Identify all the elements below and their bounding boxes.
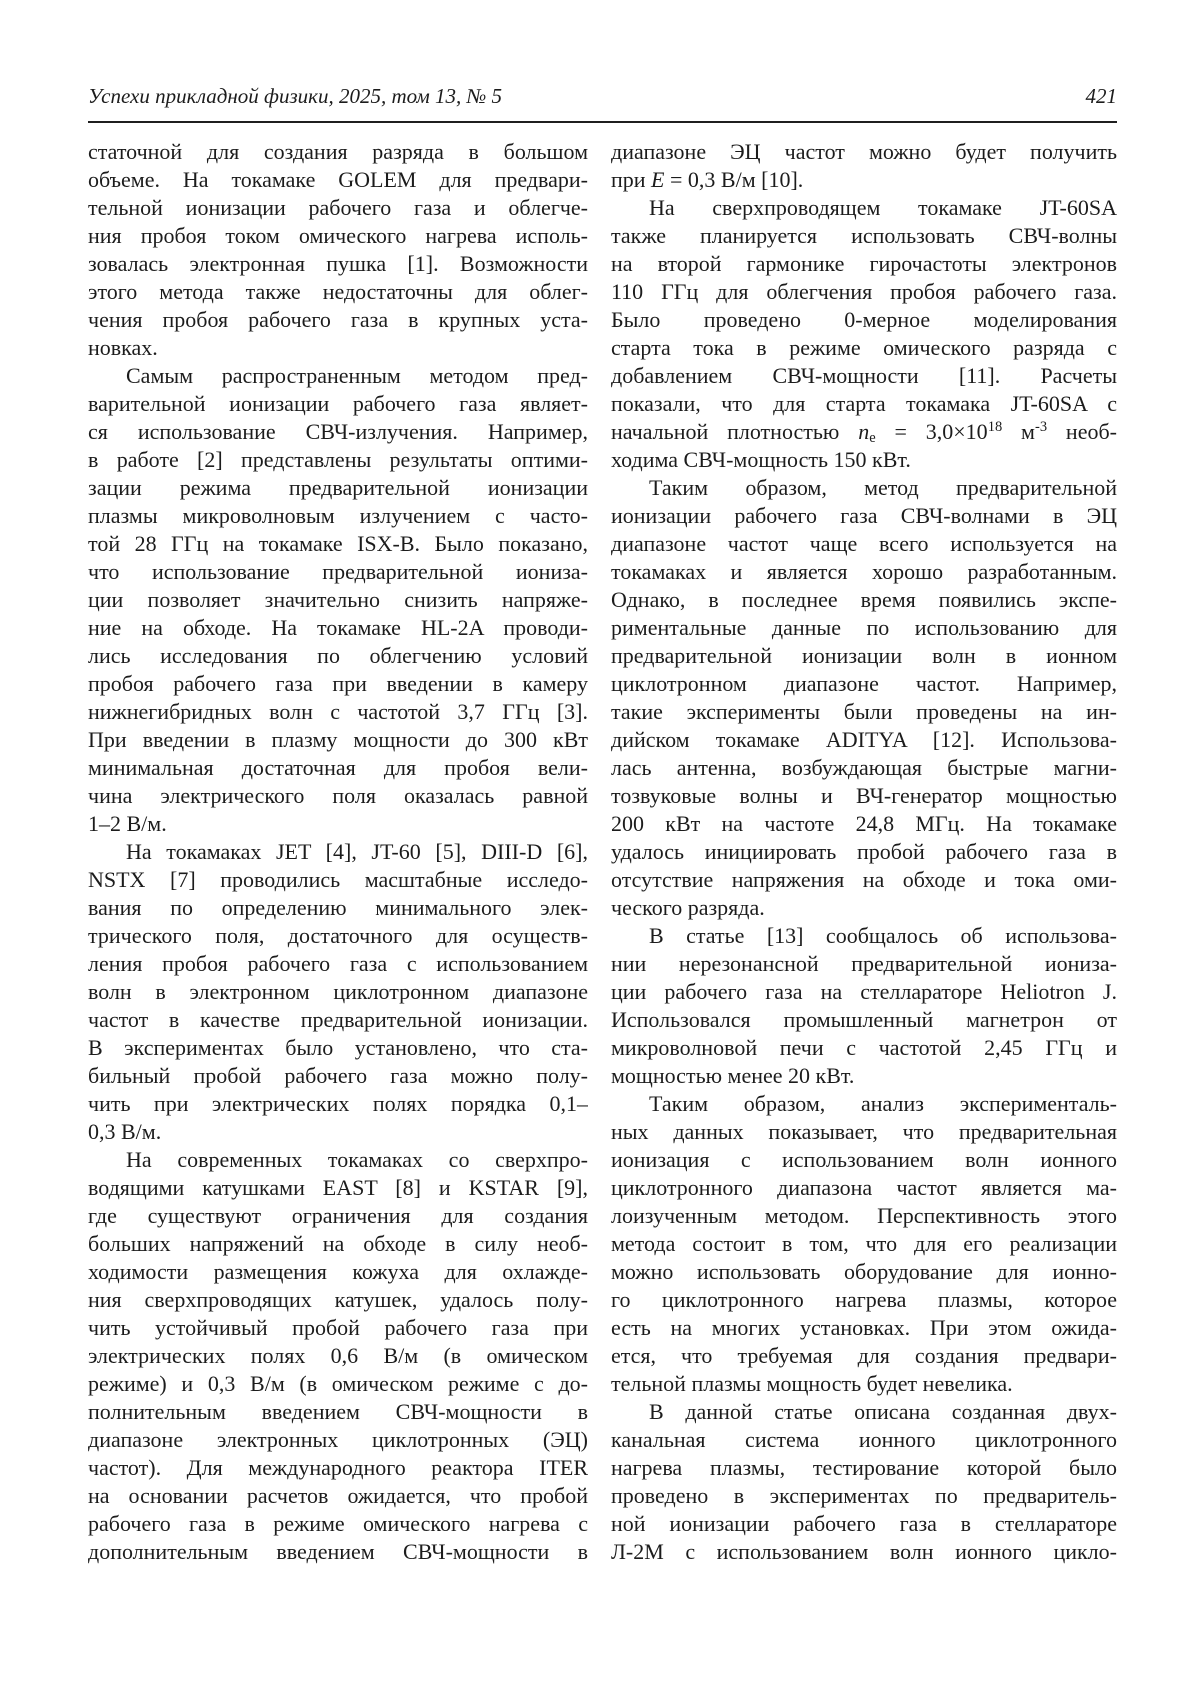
text-segment: ходимости размещения кожуха для охлажде- bbox=[88, 1259, 588, 1284]
text-segment: показали, что для старта токамака JT-60SA с bbox=[611, 391, 1117, 416]
text-line bbox=[611, 250, 1117, 278]
text-line bbox=[88, 390, 588, 418]
text-line bbox=[88, 1510, 588, 1538]
text-segment: ческого разряда. bbox=[611, 895, 765, 920]
text-line bbox=[88, 194, 588, 222]
text-line bbox=[611, 866, 1117, 894]
text-line bbox=[611, 446, 1117, 474]
right-column bbox=[611, 138, 1117, 1566]
text-line bbox=[611, 138, 1117, 166]
text-line bbox=[611, 754, 1117, 782]
text-segment: ных данных показывает, что предварительная bbox=[611, 1119, 1117, 1144]
text-segment: нижнегибридных волн с частотой 3,7 ГГц [3]. bbox=[88, 699, 588, 724]
text-segment: 200 кВт на частоте 24,8 МГц. На токамаке bbox=[611, 811, 1117, 836]
text-line bbox=[611, 1510, 1117, 1538]
text-segment: метода состоит в том, что для его реализации bbox=[611, 1231, 1117, 1256]
sup-text: 18 bbox=[987, 419, 1003, 436]
text-segment: дополнительным введением СВЧ-мощности в bbox=[88, 1539, 588, 1564]
text-line bbox=[88, 1258, 588, 1286]
left-column bbox=[88, 138, 588, 1566]
text-segment: чина электрического поля оказалась равной bbox=[88, 783, 588, 808]
text-line bbox=[611, 1118, 1117, 1146]
text-line bbox=[611, 894, 1117, 922]
text-line bbox=[611, 1006, 1117, 1034]
italic-text: E bbox=[651, 167, 665, 192]
text-segment: диапазоне частот чаще всего используется на bbox=[611, 531, 1117, 556]
text-line bbox=[88, 754, 588, 782]
text-line bbox=[88, 1398, 588, 1426]
text-line bbox=[611, 586, 1117, 614]
text-segment: где существуют ограничения для создания bbox=[88, 1203, 588, 1228]
text-segment: объеме. На токамаке GOLEM для предвари- bbox=[88, 167, 588, 192]
text-segment: 1–2 В/м. bbox=[88, 811, 167, 836]
text-line bbox=[611, 1034, 1117, 1062]
text-line bbox=[611, 922, 1117, 950]
text-line bbox=[611, 1426, 1117, 1454]
text-line bbox=[611, 1538, 1117, 1566]
sub-text: e bbox=[869, 429, 876, 446]
italic-text: n bbox=[858, 419, 870, 444]
text-segment: есть на многих установках. При этом ожида- bbox=[611, 1315, 1117, 1340]
running-header bbox=[88, 84, 1117, 108]
text-line bbox=[88, 250, 588, 278]
text-line bbox=[611, 558, 1117, 586]
text-segment: тельной ионизации рабочего газа и облегче- bbox=[88, 195, 588, 220]
text-line bbox=[611, 306, 1117, 334]
text-line bbox=[88, 1202, 588, 1230]
text-line bbox=[88, 278, 588, 306]
text-segment: Однако, в последнее время появились экспе- bbox=[611, 587, 1117, 612]
text-line bbox=[88, 1482, 588, 1510]
journal-title: Успехи прикладной физики, 2025, том 13, № 5 bbox=[88, 84, 503, 108]
text-line bbox=[88, 1090, 588, 1118]
text-line bbox=[611, 978, 1117, 1006]
text-segment: ионизации рабочего газа СВЧ-волнами в ЭЦ bbox=[611, 503, 1117, 528]
text-segment: бильный пробой рабочего газа можно полу- bbox=[88, 1063, 588, 1088]
text-line bbox=[88, 922, 588, 950]
text-line bbox=[611, 950, 1117, 978]
text-segment: пробоя рабочего газа при введении в камеру bbox=[88, 671, 588, 696]
text-segment: нии нерезонансной предварительной иониза- bbox=[611, 951, 1117, 976]
text-line bbox=[611, 418, 1117, 446]
text-line bbox=[88, 138, 588, 166]
text-line bbox=[88, 1370, 588, 1398]
text-line bbox=[88, 586, 588, 614]
text-segment: ния пробоя током омического нагрева исполь- bbox=[88, 223, 588, 248]
text-segment: В экспериментах было установлено, что ста- bbox=[88, 1035, 588, 1060]
text-line bbox=[611, 166, 1117, 194]
text-line bbox=[611, 278, 1117, 306]
text-line bbox=[88, 838, 588, 866]
text-segment: дийском токамаке ADITYA [12]. Использова- bbox=[611, 727, 1117, 752]
text-line bbox=[88, 166, 588, 194]
text-line bbox=[611, 1258, 1117, 1286]
text-line bbox=[611, 810, 1117, 838]
text-segment: зации режима предварительной ионизации bbox=[88, 475, 588, 500]
text-line bbox=[611, 1342, 1117, 1370]
text-line bbox=[88, 1230, 588, 1258]
text-segment: циклотронного диапазона частот является ма- bbox=[611, 1175, 1117, 1200]
text-line bbox=[88, 670, 588, 698]
text-line bbox=[611, 474, 1117, 502]
text-segment: диапазоне ЭЦ частот можно будет получить bbox=[611, 139, 1117, 164]
text-segment: электрических полях 0,6 В/м (в омическом bbox=[88, 1343, 588, 1368]
text-line bbox=[611, 194, 1117, 222]
text-line bbox=[88, 474, 588, 502]
text-line bbox=[611, 698, 1117, 726]
text-segment: микроволновой печи с частотой 2,45 ГГц и bbox=[611, 1035, 1117, 1060]
article-body bbox=[88, 138, 1117, 1566]
text-segment: волн в электронном циклотронном диапазоне bbox=[88, 979, 588, 1004]
text-segment: При введении в плазму мощности до 300 кВт bbox=[88, 727, 588, 752]
text-line bbox=[88, 1118, 588, 1146]
text-segment: Л-2М с использованием волн ионного цикло- bbox=[611, 1539, 1117, 1564]
text-line bbox=[611, 1174, 1117, 1202]
text-line bbox=[88, 362, 588, 390]
text-segment: ходима СВЧ-мощность 150 кВт. bbox=[611, 447, 911, 472]
text-segment: ние на обходе. На токамаке HL-2A проводи- bbox=[88, 615, 588, 640]
header-rule bbox=[88, 121, 1117, 123]
text-segment: старта тока в режиме омического разряда с bbox=[611, 335, 1117, 360]
page-number: 421 bbox=[1085, 84, 1117, 108]
text-line bbox=[88, 334, 588, 362]
text-line bbox=[88, 502, 588, 530]
text-line bbox=[611, 726, 1117, 754]
text-segment: чения пробоя рабочего газа в крупных уста- bbox=[88, 307, 588, 332]
text-segment: На сверхпроводящем токамаке JT-60SA bbox=[649, 195, 1117, 220]
text-segment: удалось инициировать пробой рабочего газа в bbox=[611, 839, 1117, 864]
text-segment: зовалась электронная пушка [1]. Возможности bbox=[88, 251, 588, 276]
text-line bbox=[88, 1426, 588, 1454]
text-segment: варительной ионизации рабочего газа являет- bbox=[88, 391, 588, 416]
text-line bbox=[611, 530, 1117, 558]
text-segment: что использование предварительной иониза- bbox=[88, 559, 588, 584]
text-line bbox=[88, 698, 588, 726]
text-segment: В статье [13] сообщалось об использова- bbox=[649, 923, 1117, 948]
text-segment: Было проведено 0-мерное моделирования bbox=[611, 307, 1117, 332]
text-line bbox=[88, 1314, 588, 1342]
text-segment: го циклотронного нагрева плазмы, которое bbox=[611, 1287, 1117, 1312]
text-segment: Самым распространенным методом пред- bbox=[126, 363, 588, 388]
text-segment: проведено в экспериментах по предваритель- bbox=[611, 1483, 1117, 1508]
text-segment: На современных токамаках со сверхпро- bbox=[126, 1147, 588, 1172]
text-segment: статочной для создания разряда в большом bbox=[88, 139, 588, 164]
text-line bbox=[611, 362, 1117, 390]
text-segment: Использовался промышленный магнетрон от bbox=[611, 1007, 1117, 1032]
journal-page bbox=[88, 84, 1117, 1566]
text-line bbox=[88, 558, 588, 586]
text-segment: тозвуковые волны и ВЧ-генератор мощностью bbox=[611, 783, 1117, 808]
text-segment: режиме) и 0,3 В/м (в омическом режиме с до- bbox=[88, 1371, 588, 1396]
text-segment: трического поля, достаточного для осуществ- bbox=[88, 923, 588, 948]
sup-text: -3 bbox=[1034, 419, 1048, 436]
text-line bbox=[611, 1454, 1117, 1482]
text-segment: ления пробоя рабочего газа с использованием bbox=[88, 951, 588, 976]
text-segment: нагрева плазмы, тестирование которой было bbox=[611, 1455, 1117, 1480]
text-line bbox=[611, 1314, 1117, 1342]
text-line bbox=[88, 222, 588, 250]
text-line bbox=[88, 1146, 588, 1174]
text-segment: ции рабочего газа на стеллараторе Heliotron J. bbox=[611, 979, 1117, 1004]
text-segment: отсутствие напряжения на обходе и тока оми- bbox=[611, 867, 1117, 892]
text-line bbox=[88, 642, 588, 670]
text-line bbox=[611, 838, 1117, 866]
text-line bbox=[611, 390, 1117, 418]
text-segment: диапазоне электронных циклотронных (ЭЦ) bbox=[88, 1427, 588, 1452]
text-line bbox=[611, 1286, 1117, 1314]
text-line bbox=[88, 950, 588, 978]
text-line bbox=[611, 1482, 1117, 1510]
text-segment: полнительным введением СВЧ-мощности в bbox=[88, 1399, 588, 1424]
text-segment: ции позволяет значительно снизить напряже- bbox=[88, 587, 588, 612]
text-segment: вания по определению минимального элек- bbox=[88, 895, 588, 920]
text-segment: циклотронном диапазоне частот. Например, bbox=[611, 671, 1117, 696]
text-segment: такие эксперименты были проведены на ин- bbox=[611, 699, 1117, 724]
text-segment: чить при электрических полях порядка 0,1– bbox=[88, 1091, 588, 1116]
text-line bbox=[611, 1090, 1117, 1118]
text-segment: мощностью менее 20 кВт. bbox=[611, 1063, 855, 1088]
text-line bbox=[611, 1146, 1117, 1174]
text-line bbox=[611, 1398, 1117, 1426]
text-line bbox=[88, 1454, 588, 1482]
text-segment: чить устойчивый пробой рабочего газа при bbox=[88, 1315, 588, 1340]
text-segment: тельной плазмы мощность будет невелика. bbox=[611, 1371, 1013, 1396]
text-segment: можно использовать оборудование для ионно- bbox=[611, 1259, 1117, 1284]
text-segment: ния сверхпроводящих катушек, удалось полу- bbox=[88, 1287, 588, 1312]
text-segment: NSTX [7] проводились масштабные исследо- bbox=[88, 867, 588, 892]
text-segment: этого метода также недостаточны для облег- bbox=[88, 279, 588, 304]
text-segment: риментальные данные по использованию для bbox=[611, 615, 1117, 640]
text-segment: рабочего газа в режиме омического нагрева с bbox=[88, 1511, 588, 1536]
text-line bbox=[88, 782, 588, 810]
text-segment: минимальная достаточная для пробоя вели- bbox=[88, 755, 588, 780]
text-segment: на второй гармонике гирочастоты электронов bbox=[611, 251, 1117, 276]
text-line bbox=[88, 614, 588, 642]
text-segment: токамаках и является хорошо разработанным. bbox=[611, 559, 1117, 584]
text-segment: частот в качестве предварительной ионизации. bbox=[88, 1007, 588, 1032]
text-line bbox=[88, 894, 588, 922]
text-line bbox=[611, 642, 1117, 670]
text-segment: канальная система ионного циклотронного bbox=[611, 1427, 1117, 1452]
text-segment: 0,3 В/м. bbox=[88, 1119, 162, 1144]
text-segment: На токамаках JET [4], JT-60 [5], DIII-D [6], bbox=[126, 839, 588, 864]
text-segment: также планируется использовать СВЧ-волны bbox=[611, 223, 1117, 248]
text-segment: частот). Для международного реактора ITER bbox=[88, 1455, 588, 1480]
text-line bbox=[611, 334, 1117, 362]
text-line bbox=[88, 530, 588, 558]
text-segment: добавлением СВЧ-мощности [11]. Расчеты bbox=[611, 363, 1117, 388]
text-segment: Таким образом, анализ эксперименталь- bbox=[649, 1091, 1117, 1116]
text-segment: Таким образом, метод предварительной bbox=[649, 475, 1117, 500]
text-segment: = 3,0×10 bbox=[875, 419, 988, 444]
text-line bbox=[611, 502, 1117, 530]
text-line bbox=[611, 1202, 1117, 1230]
text-segment: ной ионизации рабочего газа в стеллараторе bbox=[611, 1511, 1117, 1536]
text-segment: лись исследования по облегчению условий bbox=[88, 643, 588, 668]
text-line bbox=[88, 726, 588, 754]
text-line bbox=[88, 1286, 588, 1314]
text-line bbox=[88, 1034, 588, 1062]
text-segment: необ- bbox=[1047, 419, 1117, 444]
text-line bbox=[88, 306, 588, 334]
text-segment: при bbox=[611, 167, 652, 192]
text-segment: той 28 ГГц на токамаке ISX-B. Было показано, bbox=[88, 531, 588, 556]
text-line bbox=[88, 418, 588, 446]
text-segment: ется, что требуемая для создания предвари- bbox=[611, 1343, 1117, 1368]
text-line bbox=[88, 810, 588, 838]
text-line bbox=[611, 1230, 1117, 1258]
text-line bbox=[88, 866, 588, 894]
text-line bbox=[88, 1062, 588, 1090]
text-line bbox=[611, 614, 1117, 642]
text-line bbox=[88, 1006, 588, 1034]
text-segment: лоизученным методом. Перспективность этого bbox=[611, 1203, 1117, 1228]
text-segment: плазмы микроволновым излучением с часто- bbox=[88, 503, 588, 528]
text-line bbox=[88, 1538, 588, 1566]
text-line bbox=[88, 446, 588, 474]
text-segment: начальной плотностью bbox=[611, 419, 859, 444]
text-segment: лась антенна, возбуждающая быстрые магни- bbox=[611, 755, 1117, 780]
text-line bbox=[611, 222, 1117, 250]
text-segment: новках. bbox=[88, 335, 158, 360]
text-line bbox=[611, 1062, 1117, 1090]
text-segment: В данной статье описана созданная двух- bbox=[649, 1399, 1117, 1424]
text-segment: ионизация с использованием волн ионного bbox=[611, 1147, 1117, 1172]
text-segment: ся использование СВЧ-излучения. Например, bbox=[88, 419, 588, 444]
text-segment: предварительной ионизации волн в ионном bbox=[611, 643, 1117, 668]
text-segment: = 0,3 В/м [10]. bbox=[664, 167, 804, 192]
text-segment: больших напряжений на обходе в силу необ- bbox=[88, 1231, 588, 1256]
text-segment: 110 ГГц для облегчения пробоя рабочего газа. bbox=[611, 279, 1117, 304]
text-line bbox=[88, 978, 588, 1006]
text-segment: на основании расчетов ожидается, что пробой bbox=[88, 1483, 588, 1508]
text-segment: в работе [2] представлены результаты оптими- bbox=[88, 447, 588, 472]
text-line bbox=[88, 1174, 588, 1202]
text-line bbox=[611, 670, 1117, 698]
text-line bbox=[611, 782, 1117, 810]
text-line bbox=[88, 1342, 588, 1370]
text-segment: водящими катушками EAST [8] и KSTAR [9], bbox=[88, 1175, 588, 1200]
text-line bbox=[611, 1370, 1117, 1398]
text-segment: м bbox=[1002, 419, 1035, 444]
